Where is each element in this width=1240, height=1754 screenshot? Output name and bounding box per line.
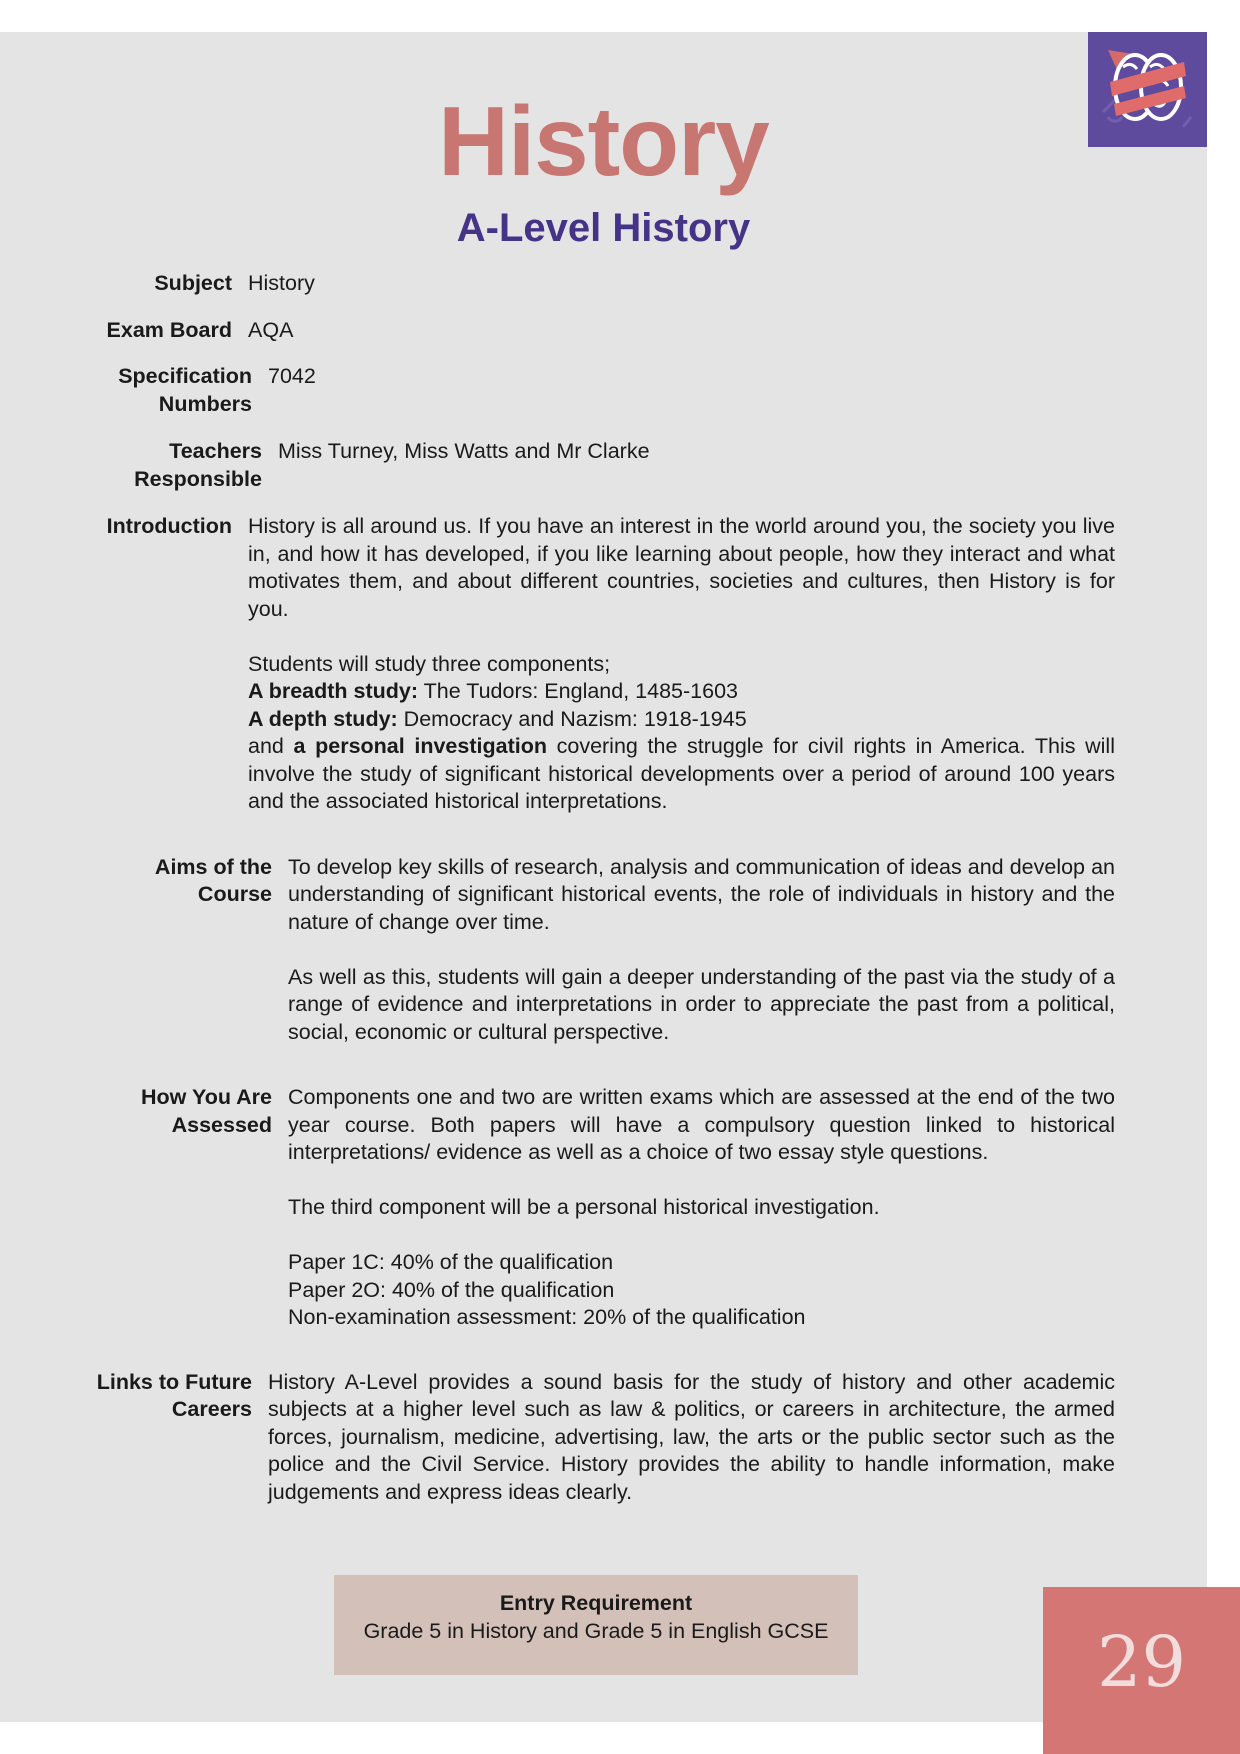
field-specification (60, 363, 1115, 418)
breadth-label: A breadth study: (248, 679, 419, 703)
field-value: 7042 (268, 364, 316, 388)
field-label: Aims of the Course (154, 854, 272, 906)
assessment-weight: Paper 1C: 40% of the qualification (288, 1250, 614, 1274)
field-label: Exam Board (106, 317, 232, 342)
field-value (268, 1369, 1115, 1507)
personal-investigation (248, 733, 1115, 816)
investigation-prefix: and (248, 734, 294, 758)
investigation-value: covering the struggle for civil rights in America. This will involve the study of significant historical developments over a period of around 100 years and the associated historical interpretations. (248, 734, 1115, 813)
field-label: Specification Numbers (118, 364, 252, 416)
aims-paragraph-2: As well as this, students will gain a deeper understanding of the past via the study of a range of evidence and interpretations in order to appreciate the past from a political, social, economic or cultural perspective. (288, 964, 1115, 1044)
depth-study (248, 706, 1115, 734)
field-aims (60, 854, 1115, 1047)
page-number-box (1043, 1587, 1240, 1754)
entry-text: Grade 5 in History and Grade 5 in English GCSE (363, 1619, 829, 1643)
entry-heading: Entry Requirement (499, 1591, 693, 1615)
breadth-study (248, 678, 1115, 706)
intro-paragraph: History is all around us. If you have an interest in the world around you, the society you live in, and how it has developed, if you like learning about people, how they interact and what motivates them, and about different countries, societies and cultures, then History is for you. (248, 514, 1115, 621)
field-value (288, 854, 1115, 1047)
field-careers (60, 1369, 1115, 1507)
field-label: Teachers Responsible (134, 439, 262, 491)
field-value (248, 513, 1115, 816)
components-intro: Students will study three components; (248, 651, 611, 676)
field-label: Links to Future Careers (96, 1369, 252, 1421)
field-assessment (60, 1084, 1115, 1332)
field-label: Introduction (106, 514, 232, 538)
depth-label: A depth study: (248, 706, 398, 731)
field-label: How You Are Assessed (140, 1085, 272, 1137)
assessment-paragraph-1: Components one and two are written exams which are assessed at the end of the two year course. Both papers will have a compulsory question linked to historical interpretations/ evidence as well as a choice of two essay style questions. (288, 1085, 1115, 1164)
investigation-label: a personal investigation (293, 734, 547, 758)
field-value: AQA (248, 317, 294, 342)
field-value: Miss Turney, Miss Watts and Mr Clarke (278, 439, 650, 463)
assessment-weight: Non-examination assessment: 20% of the qualification (288, 1305, 806, 1329)
page-title: History (438, 86, 769, 196)
field-label: Subject (154, 271, 232, 295)
field-subject (60, 270, 1115, 298)
aims-paragraph-1: To develop key skills of research, analysis and communication of ideas and develop an understanding of significant historical events, the role of individuals in history and the nature of change over time. (288, 854, 1115, 934)
field-value (288, 1084, 1115, 1332)
field-introduction (60, 513, 1115, 816)
course-details (60, 270, 1115, 1506)
careers-paragraph: History A-Level provides a sound basis for the study of history and other academic subjects at a higher level such as law & politics, or careers in architecture, the armed forces, journalism, medicine, advertising, law, the arts or the public sector such as the police and the Civil Service. History provides the ability to handle information, make judgements and express ideas clearly. (268, 1369, 1115, 1504)
page-subtitle: A-Level History (456, 206, 751, 250)
breadth-value: The Tudors: England, 1485-1603 (418, 679, 738, 703)
depth-value: Democracy and Nazism: 1918-1945 (397, 706, 747, 731)
entry-requirement-box (334, 1575, 858, 1675)
field-teachers (60, 438, 1115, 493)
assessment-paragraph-2: The third component will be a personal historical investigation. (288, 1195, 880, 1219)
field-value: History (248, 271, 315, 295)
page-number: 29 (1096, 1621, 1187, 1703)
field-exam-board (60, 317, 1115, 345)
assessment-weight: Paper 2O: 40% of the qualification (288, 1277, 615, 1302)
